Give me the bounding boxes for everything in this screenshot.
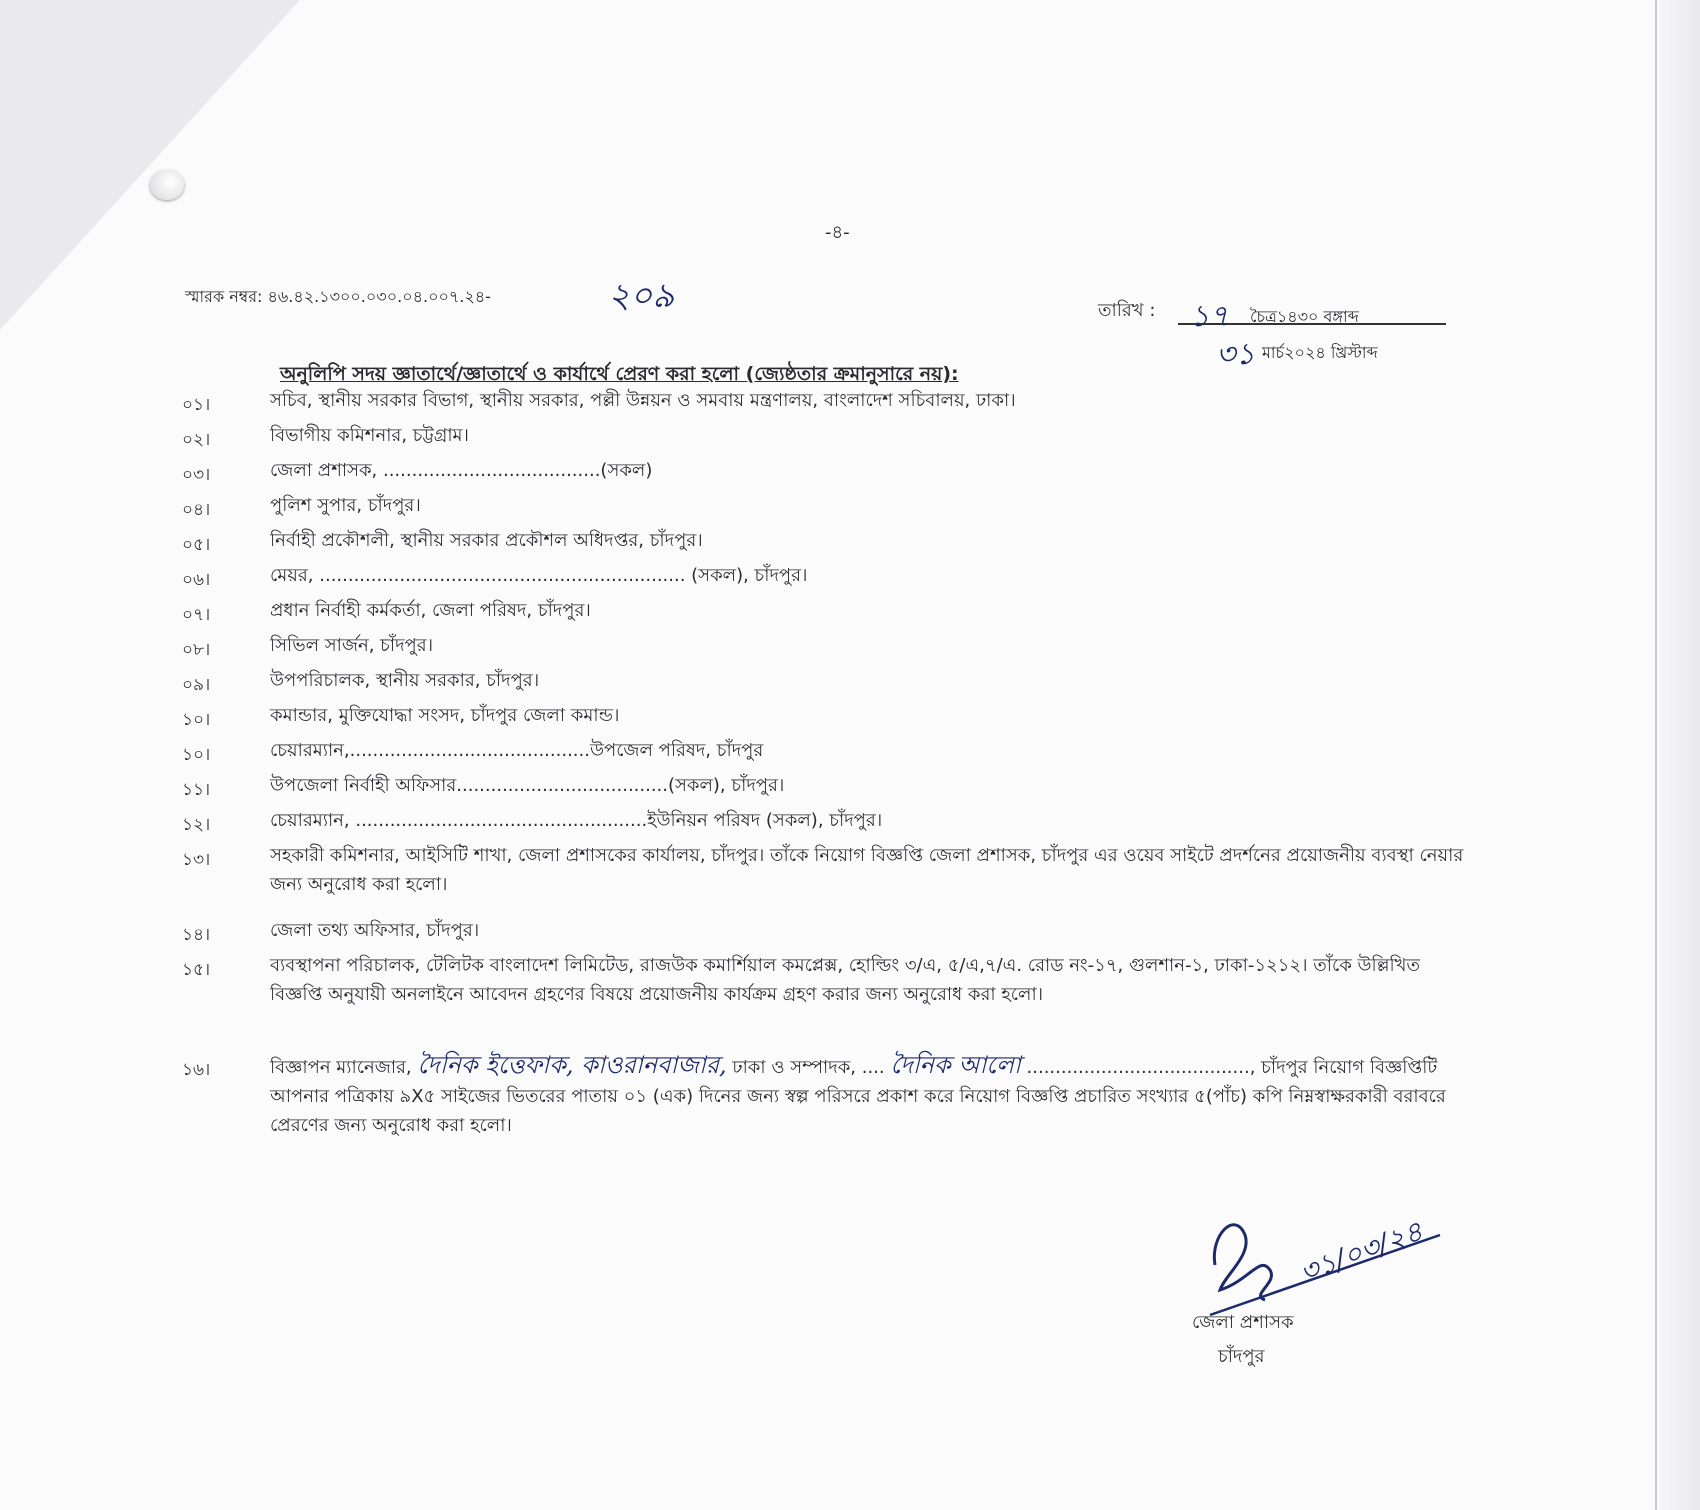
item16-prefix: বিজ্ঞাপন ম্যানেজার, [270, 1057, 412, 1078]
list-item-number: ০৬। [182, 570, 211, 590]
list-item: কমান্ডার, মুক্তিযোদ্ধা সংসদ, চাঁদপুর জেলা কমান্ড। [270, 705, 620, 726]
memo-number: স্মারক নম্বর: ৪৬.৪২.১৩০০.০৩০.০৪.০০৭.২৪- [185, 287, 491, 306]
list-item: পুলিশ সুপার, চাঁদপুর। [270, 495, 421, 516]
list-item-number: ০৮। [182, 640, 211, 660]
list-item-number: ০২। [182, 430, 211, 450]
list-item-number: ১৪। [182, 925, 211, 945]
bangla-date: চৈত্র১৪৩০ বঙ্গাব্দ [1250, 307, 1359, 326]
list-item: প্রধান নির্বাহী কর্মকর্তা, জেলা পরিষদ, চাঁদপুর। [270, 600, 591, 621]
handwritten-newspaper-1: দৈনিক ইত্তেফাক, কাওরানবাজার, [417, 1051, 727, 1079]
date-label: তারিখ : [1098, 300, 1156, 321]
page-number: -৪- [825, 222, 850, 243]
item16-suffix: ......................................., চাঁদপুর [1026, 1057, 1308, 1078]
gregorian-date-day: ৩১ [1216, 337, 1255, 372]
list-item-number: ১১। [182, 780, 211, 800]
punch-hole-icon [150, 170, 184, 200]
list-item-number: ১০। [182, 710, 211, 730]
signatory-title: জেলা প্রশাসক [1192, 1312, 1294, 1333]
list-item [270, 1051, 1470, 1140]
list-item: মেয়র, ................................................................ (সকল), চাঁদপুর। [270, 565, 808, 586]
list-item: সহকারী কমিশনার, আইসিটি শাখা, জেলা প্রশাসকের কার্যালয়, চাঁদপুর। তাঁকে নিয়োগ বিজ্ঞপ্তি জেলা প্রশাসক, চাঁদপুর এর ওয়েব সাইটে প্রদর্শনের প্রয়োজনীয় ব্যবস্থা নেয়ার জন্য অনুরোধ করা হলো। [270, 845, 1464, 895]
copy-heading: অনুলিপি সদয় জ্ঞাতার্থে/জ্ঞাতার্থে ও কার্যার্থে প্রেরণ করা হলো (জ্যেষ্ঠতার ক্রমানুসারে নয়): [280, 363, 959, 385]
signatory-place: চাঁদপুর [1218, 1346, 1265, 1367]
bangla-date-day: ১৭ [1190, 299, 1229, 334]
list-item-number: ১৩। [182, 850, 211, 870]
list-item: উপজেলা নির্বাহী অফিসার.....................................(সকল), চাঁদপুর। [270, 775, 785, 796]
list-item: চেয়ারম্যান, ...................................................ইউনিয়ন পরিষদ (সকল), চাঁদপুর। [270, 810, 883, 831]
handwritten-newspaper-2: দৈনিক আলো [890, 1051, 1021, 1079]
list-item-number: ০১। [182, 395, 211, 415]
item16-mid: ঢাকা ও সম্পাদক, .... [732, 1057, 885, 1078]
list-item-number: ১৫। [182, 960, 211, 980]
list-item-number: ১৬। [182, 1060, 211, 1080]
list-item: জেলা প্রশাসক, ......................................(সকল) [270, 460, 653, 481]
list-item: ব্যবস্থাপনা পরিচালক, টেলিটক বাংলাদেশ লিমিটেড, রাজউক কমার্শিয়াল কমপ্লেক্স, হোল্ডিং ৩/এ, ৫/এ,৭/এ. রোড নং-১৭, গুলশান-১, ঢাকা-১২১২। তাঁকে উল্লিখিত বিজ্ঞপ্তি অনুযায়ী অনলাইনে আবেদন গ্রহণের বিষয়ে প্রয়োজনীয় কার্যক্রম গ্রহণ করার জন্য অনুরোধ করা হলো। [270, 955, 1420, 1005]
signature-date: ৩১/০৩/২৪ [1295, 1214, 1428, 1290]
list-item: উপপরিচালক, স্থানীয় সরকার, চাঁদপুর। [270, 670, 540, 691]
list-item-number: ০৫। [182, 535, 211, 555]
list-item-number: ০৪। [182, 500, 211, 520]
list-item: জেলা তথ্য অফিসার, চাঁদপুর। [270, 920, 480, 941]
page-fold-shadow [0, 0, 300, 330]
list-item-number: ০৭। [182, 605, 211, 625]
list-item: নির্বাহী প্রকৌশলী, স্থানীয় সরকার প্রকৌশল অধিদপ্তর, চাঁদপুর। [270, 530, 703, 551]
list-item-number: ০৯। [182, 675, 211, 695]
list-item-number: ১০। [182, 745, 211, 765]
page-edge-line [1655, 0, 1657, 1510]
list-item: বিভাগীয় কমিশনার, চট্টগ্রাম। [270, 425, 469, 446]
gregorian-date: মার্চ২০২৪ খ্রিস্টাব্দ [1262, 343, 1378, 362]
memo-handwritten-number: ২০৯ [608, 276, 675, 316]
list-item-number: ১২। [182, 815, 211, 835]
list-item: চেয়ারম্যান,..........................................উপজেল পরিষদ, চাঁদপুর [270, 740, 764, 761]
list-item-number: ০৩। [182, 465, 211, 485]
list-item: সচিব, স্থানীয় সরকার বিভাগ, স্থানীয় সরকার, পল্লী উন্নয়ন ও সমবায় মন্ত্রণালয়, বাংলাদেশ সচিবালয়, ঢাকা। [270, 390, 1016, 411]
page-edge-stack [1660, 0, 1700, 1510]
list-item: সিভিল সার্জন, চাঁদপুর। [270, 635, 434, 656]
item16-rest: নিয়োগ বিজ্ঞপ্তিটি আপনার পত্রিকায় ৯X৫ সাইজের ভিতরের পাতায় ০১ (এক) দিনের জন্য স্বল্প পরিসরে প্রকাশ করে নিয়োগ বিজ্ঞপ্তি প্রচারিত সংখ্যার ৫(পাঁচ) কপি নিম্নস্বাক্ষরকারী বরাবরে প্রেরণের জন্য অনুরোধ করা হলো। [270, 1057, 1446, 1136]
